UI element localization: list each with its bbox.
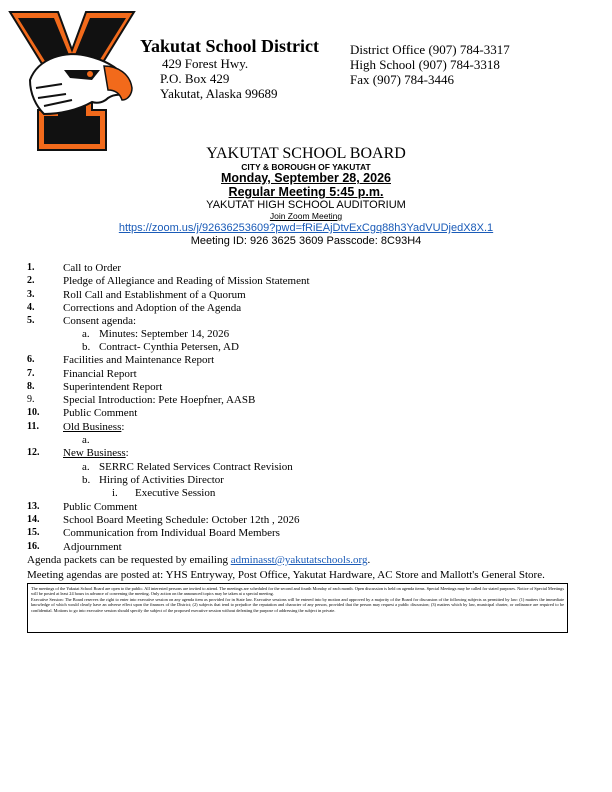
item-text: Adjournment — [63, 541, 122, 553]
meeting-id: Meeting ID: 926 3625 3609 Passcode: 8C93H4 — [190, 235, 422, 247]
item-text: Old Business — [63, 421, 122, 433]
item-text: New Business — [63, 447, 126, 459]
agenda-packets-note — [27, 554, 370, 566]
board-title: YAKUTAT SCHOOL BOARD — [206, 145, 406, 162]
district-name: Yakutat School District — [140, 36, 319, 56]
item-text: School Board Meeting Schedule: October 12th , 2026 — [63, 514, 300, 526]
subitem-letter: a. — [82, 434, 90, 446]
item-text: Facilities and Maintenance Report — [63, 354, 215, 366]
subitem-text: Minutes: September 14, 2026 — [99, 328, 230, 340]
subitem-text: Hiring of Activities Director — [99, 474, 224, 486]
subsubitem-text: Executive Session — [135, 487, 216, 499]
subitem-letter: a. — [82, 461, 90, 473]
public-notice-box — [27, 583, 568, 633]
item-number: 1. — [27, 262, 35, 273]
contact-fax: Fax (907) 784-3446 — [350, 72, 454, 87]
open-meetings-notice: The meetings of the Yakutat School Board are open to the public. All interested persons are invited to attend. The meetings are scheduled for the second and fourth Monday of each month. Open discussion is held on agenda items. Special Meetings may be called for stated purposes. Notice of Special Meetings will be posted at least 24 hours in advance of convening the meeting. Only action on the announced topics may be taken at a special meeting. — [31, 586, 564, 597]
posting-locations: Meeting agendas are posted at: YHS Entryway, Post Office, Yakutat Hardware, AC Store and Mallott's General Store. — [27, 569, 545, 581]
zoom-heading: Join Zoom Meeting — [269, 211, 343, 221]
item-text: Roll Call and Establishment of a Quorum — [63, 289, 246, 301]
item-number: 4. — [27, 302, 35, 313]
item-number: 9. — [27, 394, 35, 405]
packets-text: Agenda packets can be requested by emailing — [27, 554, 231, 566]
item-text: Public Comment — [63, 501, 138, 513]
item-number: 13. — [27, 501, 40, 512]
contact-district-office: District Office (907) 784-3317 — [350, 42, 510, 57]
zoom-link[interactable]: https://zoom.us/j/92636253609?pwd=fRiEAjDtvExCgq88h3YadVUDjedX8X.1 — [118, 222, 494, 234]
item-text: Public Comment — [63, 407, 138, 419]
subitem-letter: a. — [82, 328, 90, 340]
subitem-letter: b. — [82, 474, 91, 486]
meeting-time: Regular Meeting 5:45 p.m. — [228, 185, 384, 199]
item-text: Consent agenda: — [63, 315, 137, 327]
packets-end: . — [367, 554, 371, 566]
item-suffix: : — [125, 447, 129, 459]
item-text: Superintendent Report — [63, 381, 163, 393]
item-number: 10. — [27, 407, 40, 418]
item-text: Financial Report — [63, 368, 137, 380]
contact-high-school: High School (907) 784-3318 — [350, 57, 500, 72]
item-text: Special Introduction: Pete Hoepfner, AASB — [63, 394, 256, 406]
school-logo — [8, 10, 136, 152]
item-text: Pledge of Allegiance and Reading of Mission Statement — [63, 275, 310, 287]
city-borough: CITY & BOROUGH OF YAKUTAT — [241, 162, 371, 172]
item-number: 15. — [27, 527, 40, 538]
subitem-text: SERRC Related Services Contract Revision — [99, 461, 293, 473]
item-number: 16. — [27, 541, 40, 552]
eagle-head-icon — [30, 54, 132, 114]
item-text: Communication from Individual Board Members — [63, 527, 280, 539]
item-number: 5. — [27, 315, 35, 326]
item-number: 11. — [27, 421, 39, 432]
meeting-date: Monday, September 28, 2026 — [221, 171, 391, 185]
address-city: Yakutat, Alaska 99689 — [160, 86, 278, 101]
item-text: Corrections and Adoption of the Agenda — [63, 302, 242, 314]
item-number: 6. — [27, 354, 35, 365]
executive-session-notice: Executive Session: The Board reserves the right to enter into executive session on any agenda item as provided for in State law. Executive sessions will be entered into by motion and approved by a majority of the Board for discussion of the following subjects as permitted by law: (1) matters the immediate knowledge of which would clearly have an adverse effect upon the finances of the District; (2) subjects that tend to prejudice the reputation and character of any person, provided that the person may request a public discussion; (3) matters which by law, municipal charter, or ordinance are required to be confidential. Motions to go into executive session should specify the subject of the proposed executive session without defeating the purpose of addressing the subject in private. — [31, 596, 564, 613]
item-number: 3. — [27, 289, 35, 300]
subitem-letter: b. — [82, 341, 91, 353]
email-link[interactable]: adminasst@yakutatschools.org — [230, 554, 368, 566]
item-number: 8. — [27, 381, 35, 392]
item-number: 12. — [27, 447, 40, 458]
item-suffix: : — [121, 421, 125, 433]
meeting-location: YAKUTAT HIGH SCHOOL AUDITORIUM — [206, 199, 406, 211]
subsubitem-numeral: i. — [112, 487, 118, 499]
subitem-text: Contract- Cynthia Petersen, AD — [99, 341, 239, 353]
item-number: 7. — [27, 368, 35, 379]
address-po-box: P.O. Box 429 — [160, 71, 230, 86]
address-street: 429 Forest Hwy. — [162, 56, 249, 71]
item-text: Call to Order — [63, 262, 122, 274]
item-number: 14. — [27, 514, 40, 525]
item-number: 2. — [27, 275, 35, 286]
